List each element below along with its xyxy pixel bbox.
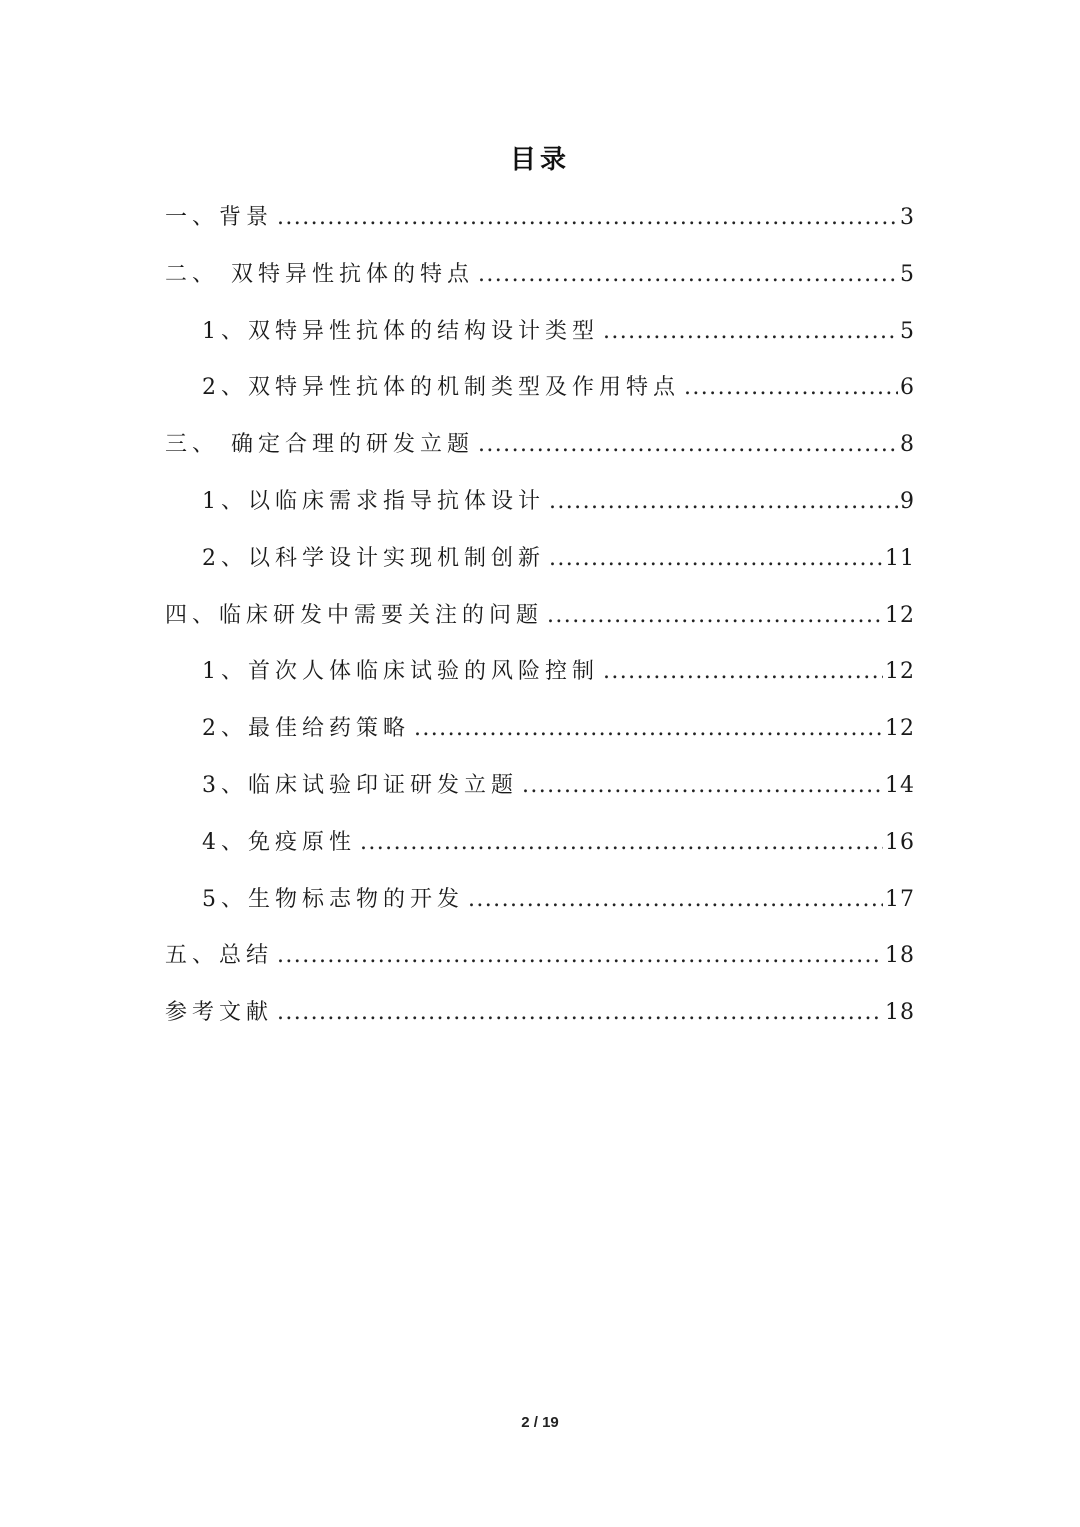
toc-entry-clinical-issues[interactable] — [165, 588, 915, 645]
toc-title: 目录 — [509, 145, 570, 175]
toc-entry-label: 三、 确定合理的研发立题 — [165, 432, 474, 458]
toc-entry-mechanism-types[interactable] — [165, 360, 915, 417]
toc-leader-dots — [468, 872, 883, 929]
toc-entry-label: 5、生物标志物的开发 — [202, 886, 464, 912]
toc-entry-page: 12 — [885, 716, 915, 742]
toc-entry-label: 二、 双特异性抗体的特点 — [165, 261, 474, 287]
toc-entry-label: 2、最佳给药策略 — [202, 716, 410, 742]
toc-entry-page: 9 — [900, 488, 915, 514]
toc-entry-page: 18 — [885, 943, 915, 969]
page-number-footer: 2 / 19 — [521, 1414, 559, 1431]
toc-entry-bispecific-features[interactable] — [165, 247, 915, 304]
toc-entry-page: 11 — [885, 545, 915, 571]
toc-entry-rd-topic[interactable] — [165, 417, 915, 474]
toc-entry-page: 12 — [885, 659, 915, 685]
toc-leader-dots — [549, 474, 898, 531]
toc-entry-label: 1、以临床需求指导抗体设计 — [202, 488, 545, 514]
toc-leader-dots — [414, 701, 883, 758]
toc-entry-biomarkers[interactable] — [165, 872, 915, 929]
toc-entry-page: 12 — [885, 602, 915, 628]
toc-entry-page: 3 — [900, 205, 915, 230]
toc-entry-label: 2、以科学设计实现机制创新 — [202, 545, 545, 571]
toc-leader-dots — [547, 588, 883, 645]
toc-leader-dots — [684, 360, 898, 417]
toc-entry-page: 5 — [900, 261, 915, 287]
toc-entry-dosing-strategy[interactable] — [165, 701, 915, 758]
toc-leader-dots — [277, 190, 898, 247]
toc-entry-label: 1、首次人体临床试验的风险控制 — [202, 659, 599, 685]
toc-leader-dots — [277, 985, 883, 1042]
toc-leader-dots — [549, 531, 883, 588]
toc-entry-structure-design[interactable] — [165, 304, 915, 361]
toc-entry-label: 参考文献 — [165, 1000, 274, 1026]
toc-entry-page: 5 — [900, 318, 915, 344]
toc-entry-page: 18 — [885, 1000, 915, 1026]
toc-entry-immunogenicity[interactable] — [165, 815, 915, 872]
toc-entry-label: 4、免疫原性 — [202, 829, 356, 855]
toc-entry-summary[interactable] — [165, 928, 915, 985]
toc-entry-trial-validation[interactable] — [165, 758, 915, 815]
toc-entry-references[interactable] — [165, 985, 915, 1042]
toc-entry-label: 2、双特异性抗体的机制类型及作用特点 — [202, 375, 680, 401]
toc-entry-label: 四、临床研发中需要关注的问题 — [165, 602, 544, 628]
toc-entry-label: 3、临床试验印证研发立题 — [202, 772, 518, 798]
toc-entry-scientific-design[interactable] — [165, 531, 915, 588]
toc-entry-fih-risk[interactable] — [165, 644, 915, 701]
toc-leader-dots — [603, 304, 898, 361]
toc-entry-clinical-needs[interactable] — [165, 474, 915, 531]
toc-entry-background[interactable] — [165, 190, 915, 247]
toc-entry-label: 五、总结 — [165, 943, 274, 969]
toc-leader-dots — [478, 247, 898, 304]
toc-entry-page: 8 — [900, 432, 915, 458]
toc-entry-label: 1、双特异性抗体的结构设计类型 — [202, 318, 599, 344]
toc-leader-dots — [277, 928, 883, 985]
toc-entry-label: 一、背景 — [165, 205, 274, 230]
toc-entry-page: 16 — [885, 829, 915, 855]
toc-entry-page: 14 — [885, 772, 915, 798]
toc-entry-page: 17 — [885, 886, 915, 912]
toc-leader-dots — [478, 417, 898, 474]
toc-list — [165, 190, 915, 1042]
toc-leader-dots — [360, 815, 883, 872]
toc-entry-page: 6 — [900, 375, 915, 401]
toc-leader-dots — [603, 644, 883, 701]
toc-leader-dots — [522, 758, 883, 815]
